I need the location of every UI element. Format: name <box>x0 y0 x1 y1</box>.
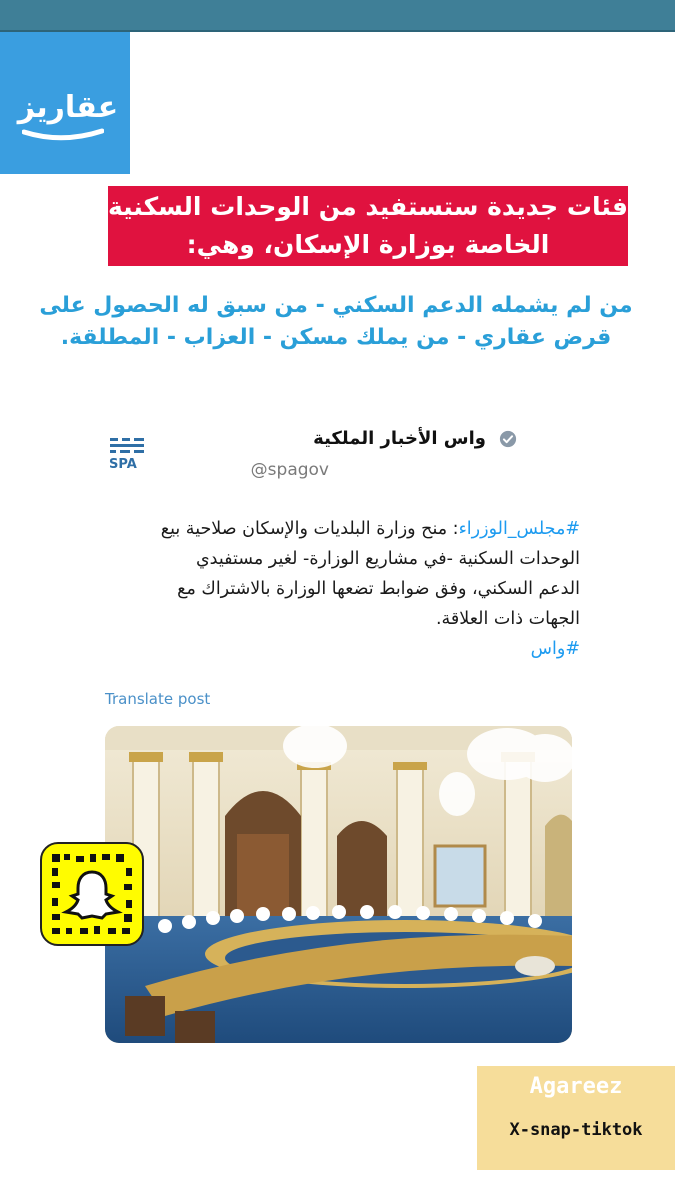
hashtag-link[interactable]: #مجلس_الوزراء <box>458 519 580 539</box>
tweet-line-1 <box>100 514 580 544</box>
brand-logo <box>0 32 130 174</box>
promo-box <box>477 1066 675 1170</box>
tweet-line-5 <box>100 634 580 664</box>
tweet-photo[interactable] <box>105 726 572 1043</box>
brand-name: عقاريز <box>17 90 119 125</box>
headline-line-2: الخاصة بوزارة الإسكان، وهي: <box>186 230 550 259</box>
tweet-line-3: الدعم السكني، وفق ضوابط تضعها الوزارة بالاشتراك مع <box>177 579 580 599</box>
snapcode-pattern <box>42 844 142 944</box>
council-hall-image <box>105 726 572 1043</box>
promo-title: Agareez <box>529 1074 623 1099</box>
logo-swoosh-icon <box>22 128 104 142</box>
verified-badge-icon <box>499 430 517 448</box>
subheadline-line-1: من لم يشمله الدعم السكني - من سبق له الحصول على <box>39 293 633 318</box>
svg-text:SPA: SPA <box>109 457 137 472</box>
subheadline <box>36 290 636 354</box>
translate-post-link[interactable]: Translate post <box>105 690 211 708</box>
top-bar <box>0 0 675 30</box>
hashtag-link-spa[interactable]: #واس <box>530 639 580 659</box>
tweet-line-1-text: : منح وزارة البلديات والإسكان صلاحية بيع <box>160 519 459 539</box>
promo-subtitle: X-snap-tiktok <box>509 1120 643 1140</box>
snapchat-ghost-icon[interactable] <box>40 842 144 946</box>
headline-line-1: فئات جديدة ستستفيد من الوحدات السكنية <box>108 192 628 221</box>
tweet-line-2: الوحدات السكنية -في مشاريع الوزارة- لغير مستفيدي <box>195 549 580 569</box>
tweet-line-4: الجهات ذات العلاقة. <box>435 609 580 629</box>
spa-logo-icon <box>108 434 148 472</box>
headline-banner <box>108 186 628 266</box>
tweet-text <box>100 514 580 664</box>
account-handle[interactable]: @spagov <box>250 460 329 480</box>
subheadline-line-2: قرض عقاري - من يملك مسكن - العزاب - المطلقة. <box>60 325 612 350</box>
account-name[interactable]: واس الأخبار الملكية <box>313 428 486 449</box>
